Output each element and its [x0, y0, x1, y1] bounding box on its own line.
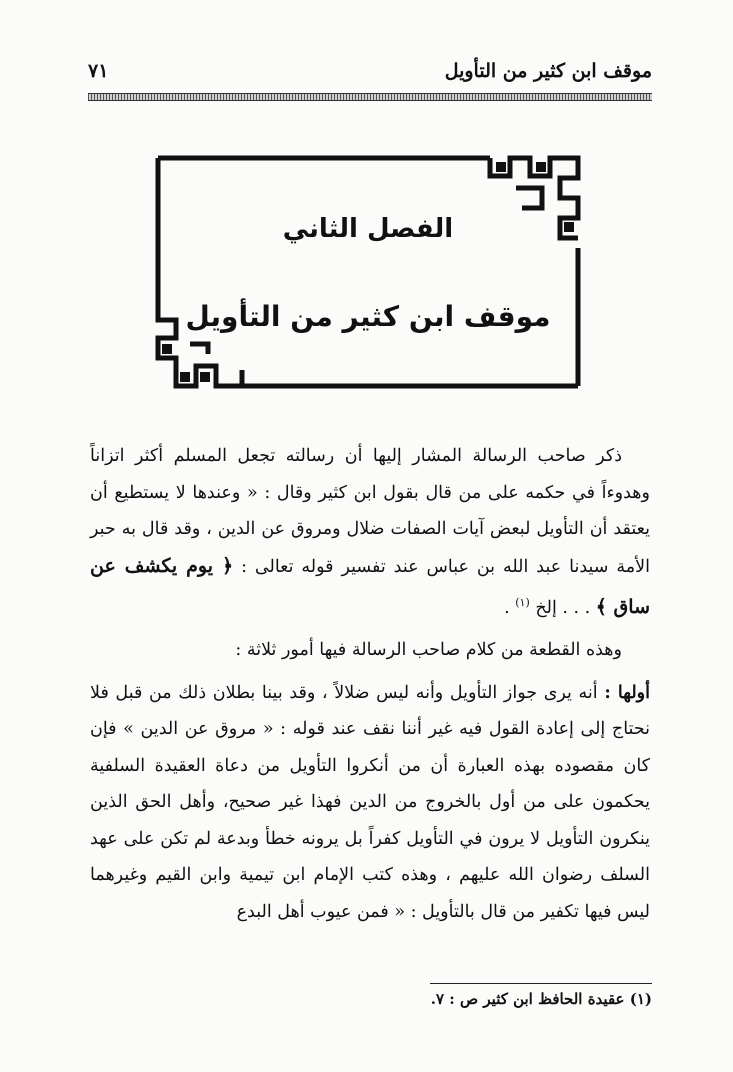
page-number: ٧١	[88, 60, 109, 82]
chapter-title: الفصل الثاني	[282, 214, 454, 244]
body-text	[90, 438, 650, 936]
paragraph-3-lead: أولها :	[604, 682, 650, 703]
paragraph-2: وهذه القطعة من كلام صاحب الرسالة فيها أمور ثلاثة :	[235, 640, 622, 661]
footnote-rule	[430, 983, 652, 984]
ornamental-border	[150, 148, 586, 396]
paragraph-1-continuation: . . . إلخ	[535, 597, 591, 618]
chapter-title-frame	[150, 148, 586, 396]
page-header	[88, 58, 652, 88]
paragraph-3-text: أنه يرى جواز التأويل وأنه ليس ضلالاً ، وقد بينا بطلان ذلك من قبل فلا نحتاج إلى إعادة القول فيه غير أننا نقف عند قوله : « مروق عن الدين » فإن كان مقصوده بهذه العبارة أن من أنكروا التأويل من دعاة العقيدة السلفية يحكمون على من أول بالخروج من الدين فهذا غير صحيح، وأهل الحق الذين ينكرون التأويل لا يرون في التأويل كفراً بل يرونه خطأ وبدعة لم تكن على عهد السلف رضوان الله عليهم ، وهذه كتب الإمام ابن تيمية وابن القيم وغيرهما ليس فيها تكفير من قال بالتأويل : « فمن عيوب أهل البدع	[90, 682, 650, 922]
paragraph-1-end: .	[504, 597, 510, 618]
chapter-subtitle: موقف ابن كثير من التأويل	[185, 300, 551, 333]
footnote: (١) عقيدة الحافظ ابن كثير ص : ٧.	[430, 990, 652, 1008]
header-rule	[88, 93, 652, 101]
running-title: موقف ابن كثير من التأويل	[444, 60, 652, 82]
footnote-marker: (١)	[515, 596, 530, 609]
paragraph-1	[90, 438, 650, 626]
paragraph-1-text: ذكر صاحب الرسالة المشار إليها أن رسالته تجعل المسلم أكثر اتزاناً وهدوءاً في حكمه على من قال بقول ابن كثير وقال : « وعندها لا يستطيع أن يعتقد أن التأويل لبعض آيات الصفات ضلال ومروق عن الدين ، وقد قال به حبر الأمة سيدنا عبد الله بن عباس عند تفسير قوله تعالى :	[90, 446, 650, 577]
quran-verse: ﴿ يوم يكشف عن ساق ﴾	[90, 554, 650, 618]
paragraph-3	[90, 675, 650, 931]
